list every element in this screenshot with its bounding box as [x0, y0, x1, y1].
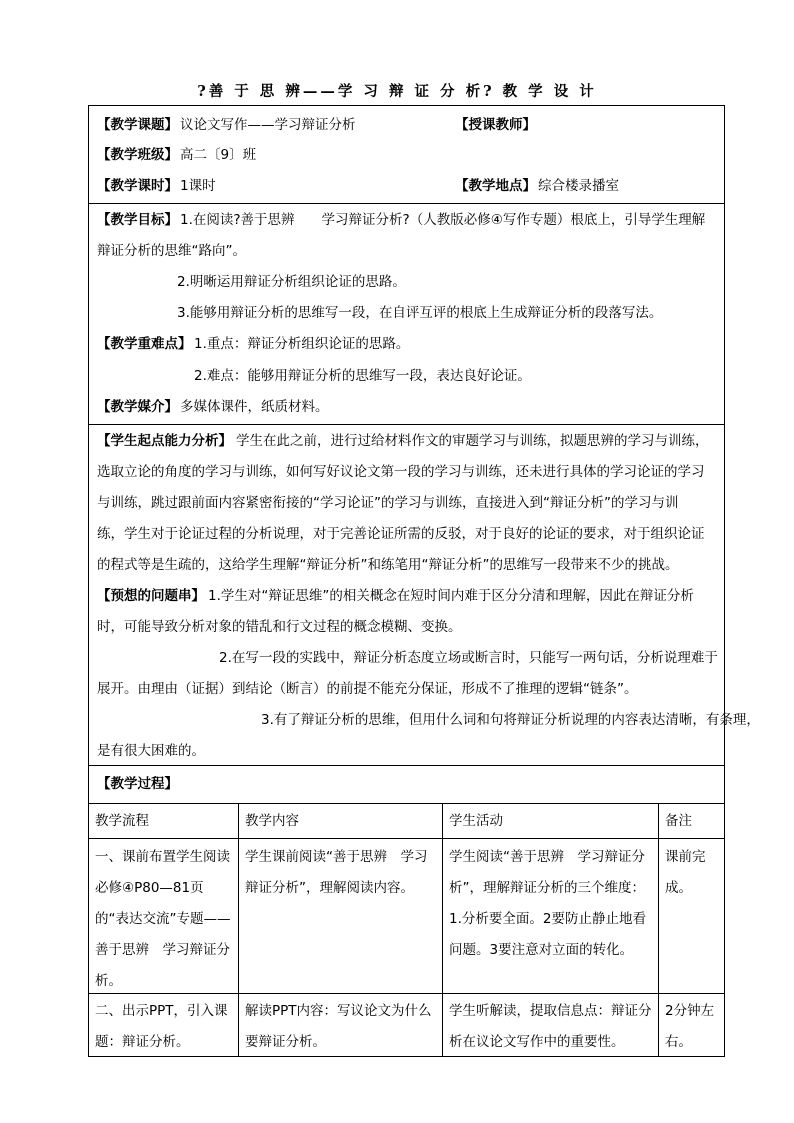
hours-label: 【教学课时】 [97, 178, 178, 194]
analysis-line: 与训练，跳过跟前面内容紧密衔接的“学习论证”的学习与训练，直接进入到“辩证分析”的学习与训 [97, 495, 679, 511]
key-line: 1.重点：辩证分析组织论证的思路。 [194, 336, 410, 352]
problem-line: 3.有了辩证分析的思维，但用什么词和句将辩证分析说理的内容表达清晰，有条理， [261, 712, 760, 728]
document-title: ?善 于 思 辨——学 习 辩 证 分 析? 教 学 设 计 [197, 83, 597, 100]
table-cell: 解读PPT内容：写议论文为什么要辩证分析。 [245, 1003, 432, 1050]
class-value: 高二〔9〕班 [180, 147, 257, 163]
column-header: 备注 [665, 813, 692, 829]
problem-line: 时，可能导致分析对象的错乱和行文过程的概念模糊、变换。 [97, 619, 462, 635]
hours-value: 1课时 [180, 178, 216, 194]
goals-line: 1.在阅读?善于思辨 学习辩证分析?（人教版必修④写作专题）根底上，引导学生理解 [180, 212, 706, 228]
problem-line: 2.在写一段的实践中，辩证分析态度立场或断言时，只能写一两句话，分析说理难于 [219, 650, 718, 666]
goals-line: 辩证分析的思维“路向”。 [97, 243, 246, 259]
problem-line: 展开。由理由（证据）到结论（断言）的前提不能充分保证，形成不了推理的逻辑“链条”。 [97, 681, 638, 697]
column-divider [442, 803, 443, 1057]
goals-label: 【教学目标】 [97, 212, 178, 228]
goals-item: 3.能够用辩证分析的思维写一段，在自评互评的根底上生成辩证分析的段落写法。 [177, 305, 663, 321]
process-label: 【教学过程】 [97, 776, 178, 792]
table-cell: 学生课前阅读“善于思辨 学习辩证分析”，理解阅读内容。 [245, 849, 428, 896]
course-value: 议论文写作——学习辩证分析 [180, 117, 356, 133]
divider [88, 424, 725, 425]
table-cell: 2分钟左右。 [665, 1003, 715, 1050]
goals-item: 2.明晰运用辩证分析组织论证的思路。 [177, 274, 406, 290]
divider [88, 803, 725, 804]
divider [88, 838, 725, 839]
column-header: 学生活动 [449, 813, 503, 829]
table-cell: 学生阅读“善于思辨 学习辩证分析”，理解辩证分析的三个维度：1.分析要全面。2要防止静止地看问题。3要注意对立面的转化。 [449, 849, 646, 958]
table-cell: 二、出示PPT，引入课题：辩证分析。 [95, 1003, 228, 1050]
media-label: 【教学媒介】 [97, 399, 178, 415]
key-line: 2.难点：能够用辩证分析的思维写一段，表达良好论证。 [194, 368, 531, 384]
column-divider [238, 803, 239, 1057]
teacher-label: 【授课教师】 [455, 117, 536, 133]
table-cell: 课前完成。 [665, 849, 706, 896]
table-cell: 一、课前布置学生阅读必修④P80—81页的“表达交流”专题——善于思辨 学习辩证分析。 [95, 849, 231, 989]
problem-line: 1.学生对“辩证思维”的相关概念在短时间内难于区分分清和理解，因此在辩证分析 [208, 588, 694, 604]
column-header: 教学内容 [245, 813, 299, 829]
analysis-label: 【学生起点能力分析】 [97, 433, 232, 449]
media-value: 多媒体课件，纸质材料。 [180, 399, 329, 415]
column-header: 教学流程 [95, 813, 149, 829]
column-divider [658, 803, 659, 1057]
divider [88, 765, 725, 766]
place-label: 【教学地点】 [455, 178, 536, 194]
analysis-line: 的程式等是生疏的，这给学生理解“辩证分析”和练笔用“辩证分析”的思维写一段带来不少的挑战。 [97, 557, 679, 573]
analysis-line: 选取立论的角度的学习与训练，如何写好议论文第一段的学习与训练，还未进行具体的学习论证的学习 [97, 464, 705, 480]
course-label: 【教学课题】 [97, 117, 178, 133]
problem-line: 是有很大困难的。 [97, 743, 205, 759]
divider [88, 203, 725, 204]
problems-label: 【预想的问题串】 [97, 588, 205, 604]
class-label: 【教学班级】 [97, 147, 178, 163]
table-cell: 学生听解读，提取信息点：辩证分析在议论文写作中的重要性。 [449, 1003, 652, 1050]
analysis-line: 练，学生对于论证过程的分析说理，对于完善论证所需的反驳，对于良好的论证的要求，对于组织论证 [97, 526, 705, 542]
analysis-line: 学生在此之前，进行过给材料作文的审题学习与训练，拟题思辨的学习与训练， [236, 433, 709, 449]
key-label: 【教学重难点】 [97, 336, 192, 352]
place-value: 综合楼录播室 [538, 178, 619, 194]
